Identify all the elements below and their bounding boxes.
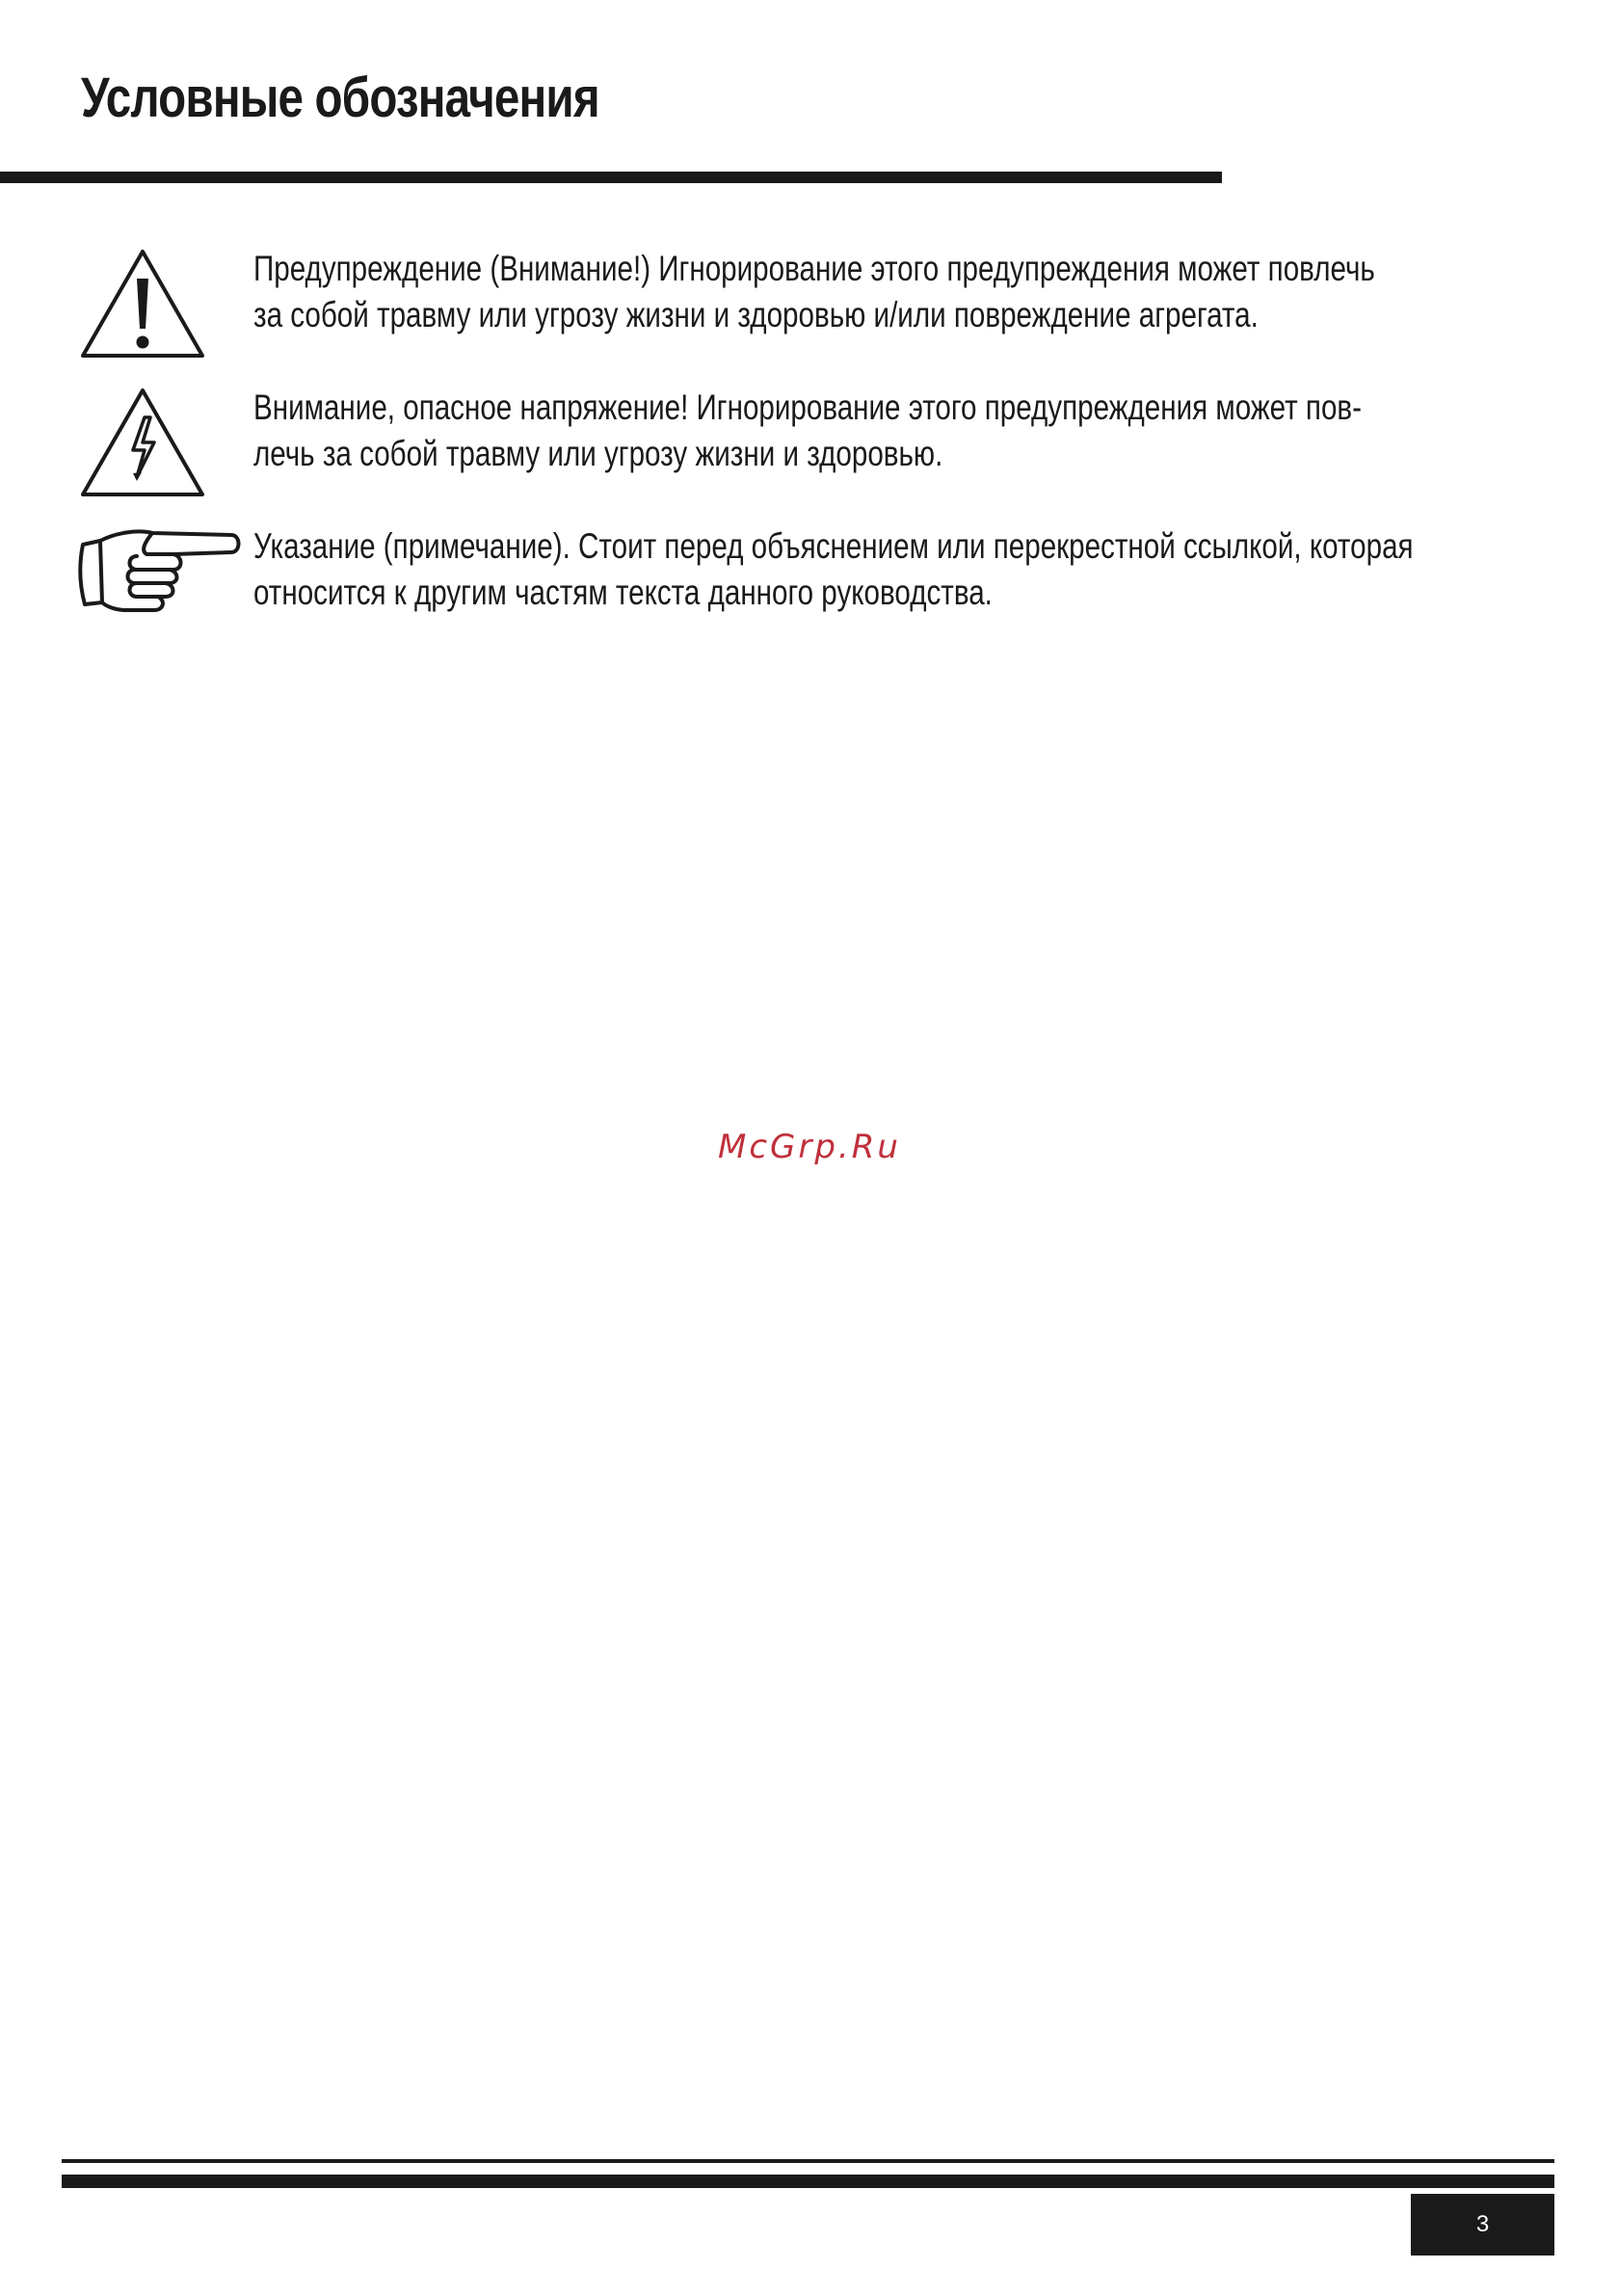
legend-text-voltage <box>253 385 1362 477</box>
warning-triangle-icon <box>77 246 208 370</box>
footer-divider-thin <box>62 2159 1554 2163</box>
watermark-text: McGrp.Ru <box>718 1128 901 1166</box>
legend-text-note <box>253 523 1414 616</box>
legend-text-line: относится к другим частям текста данного руководства. <box>253 573 993 612</box>
page-number <box>1411 2194 1554 2256</box>
legend-text-line: за собой травму или угрозу жизни и здоровью и/или повреждение агрегата. <box>253 295 1259 334</box>
legend-text-warning <box>253 246 1375 338</box>
legend-text-line: лечь за собой травму или угрозу жизни и здоровью. <box>253 434 943 473</box>
pointing-hand-icon <box>77 523 243 625</box>
title-divider <box>0 172 1222 183</box>
page-title: Условные обозначения <box>81 67 599 129</box>
legend-text-line: Предупреждение (Внимание!) Игнорирование этого предупреждения может повлечь <box>253 249 1375 288</box>
legend-text-line: Внимание, опасное напряжение! Игнорирование этого предупреждения может пов- <box>253 387 1362 427</box>
high-voltage-icon <box>77 385 208 509</box>
page-number-label: 3 <box>1475 2211 1490 2237</box>
legend-text-line: Указание (примечание). Стоит перед объяснением или перекрестной ссылкой, которая <box>253 526 1414 566</box>
footer-divider-thick <box>62 2175 1554 2188</box>
